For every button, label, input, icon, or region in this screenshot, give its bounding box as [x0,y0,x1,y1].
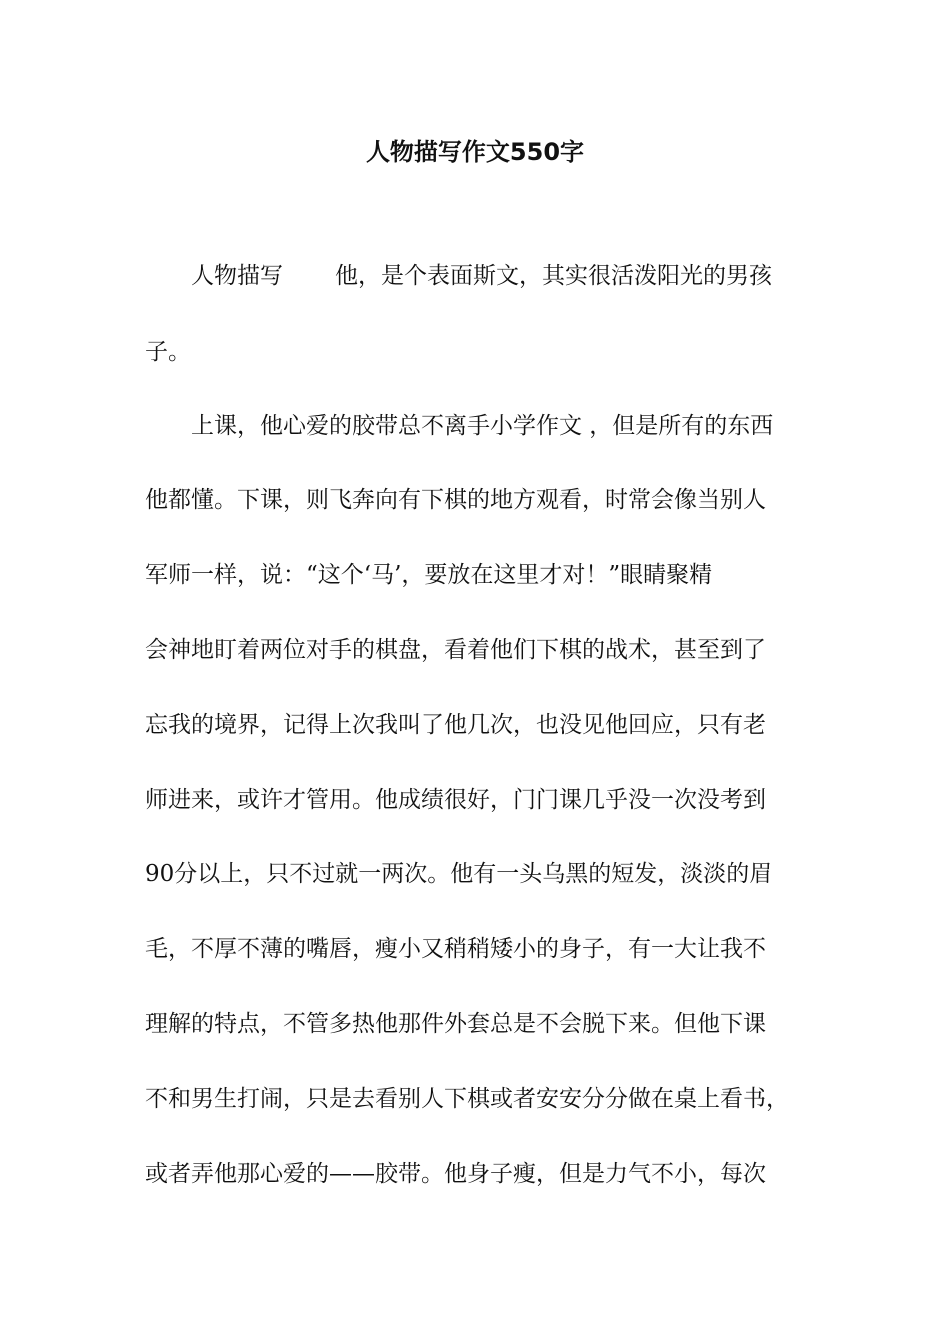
paragraph-2-line-8: 毛，不厚不薄的嘴唇，瘦小又稍稍矮小的身子，有一大让我不 [145,936,766,962]
paragraph-2-line-5: 忘我的境界，记得上次我叫了他几次，也没见他回应，只有老 [145,712,766,738]
paragraph-2-line-1: 上课，他心爱的胶带总不离手小学作文 ，但是所有的东西 [191,413,774,439]
paragraph-1-line-2: 子。 [145,339,191,365]
paragraph-2-line-6: 师进来，或许才管用。他成绩很好，门门课几乎没一次没考到 [145,787,766,813]
paragraph-2-line-10: 不和男生打闹，只是去看别人下棋或者安安分分做在桌上看书， [145,1086,789,1112]
document-title: 人物描写作文550字 [365,138,585,166]
paragraph-2-line-7: 90分以上，只不过就一两次。他有一头乌黑的短发，淡淡的眉 [145,861,773,887]
paragraph-1-text: 他，是个表面斯文，其实很活泼阳光的男孩 [335,263,772,289]
paragraph-2-line-4: 会神地盯着两位对手的棋盘，看着他们下棋的战术，甚至到了 [145,637,766,663]
paragraph-2-line-2: 他都懂。下课，则飞奔向有下棋的地方观看，时常会像当别人 [145,487,766,513]
paragraph-2-line-9: 理解的特点，不管多热他那件外套总是不会脱下来。但他下课 [145,1011,766,1037]
paragraph-1-line-1 [191,258,772,294]
paragraph-2-line-3: 军师一样，说：“这个‘马’，要放在这里才对！”眼睛聚精 [145,562,713,588]
paragraph-1-lead: 人物描写 [191,263,283,289]
paragraph-2-line-11: 或者弄他那心爱的——胶带。他身子瘦，但是力气不小，每次 [145,1161,766,1187]
